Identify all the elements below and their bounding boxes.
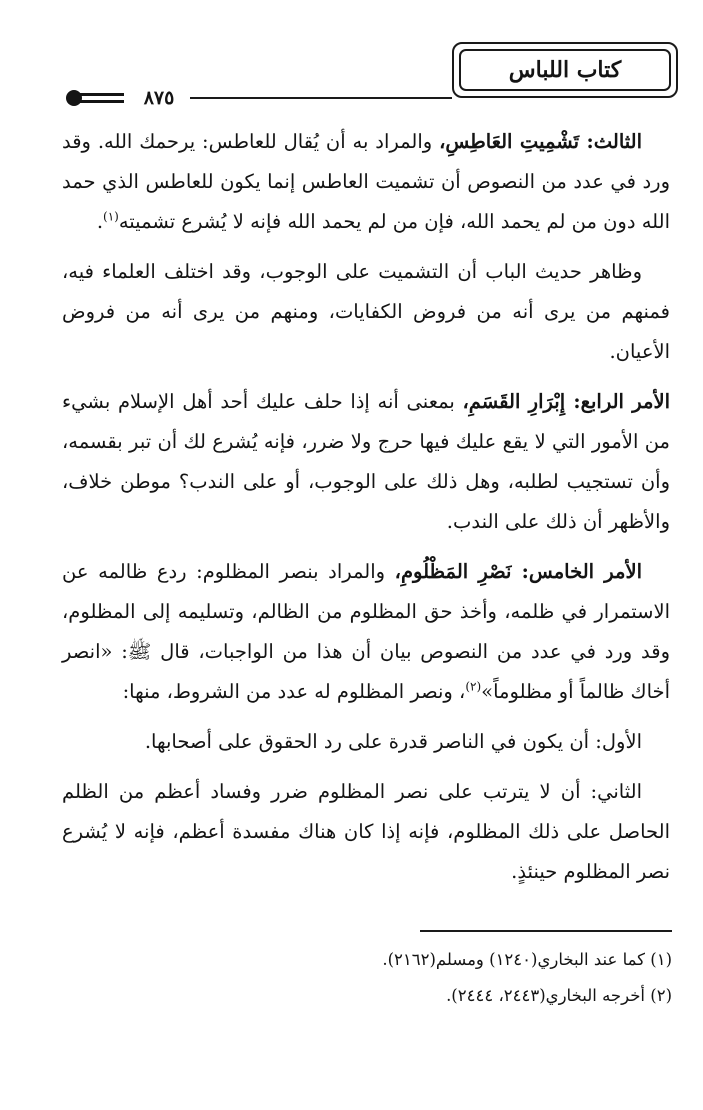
condition-first: الأول: أن يكون في الناصر قدرة على رد الحقوق على أصحابها. — [144, 730, 642, 753]
chapter-title: كتاب اللباس — [459, 49, 671, 91]
heading-fourth: الأمر الرابع: إِبْرَارِ القَسَمِ، — [462, 390, 670, 413]
page-number: ٨٧٥ — [143, 87, 175, 109]
footnote-1: (١) كما عند البخاري(١٢٤٠) ومسلم(٢١٦٢). — [382, 950, 672, 969]
paragraph-text: بمعنى أنه إذا حلف عليك أحد أهل الإسلام بشيء من الأمور التي لا يقع عليك فيها حرج ولا ضرر، فإنه يُشرع لك أن تبر بقسمه، وأن تستجيب لطلبه، وهل ذلك على الوجوب، أو على الندب؟ موطن خلاف، والأظهر أن ذلك على الندب. — [62, 390, 670, 533]
footnote-separator — [420, 930, 672, 932]
paragraph-end: ، ونصر المظلوم له عدد من الشروط، منها: — [122, 680, 466, 703]
page-number-ornament-icon — [62, 88, 126, 108]
paragraph-text: والمراد بنصر المظلوم: ردع ظالمه عن الاستمرار في ظلمه، وأخذ حق المظلوم من الظالم، وتسليمه إلى المظلوم، وقد ورد في عدد من النصوص بيان أن هذا من الواجبات، قال ﷺ: «انصر أخاك ظالماً أو مظلوماً» — [62, 560, 670, 703]
heading-fifth: الأمر الخامس: نَصْرِ المَظْلُومِ، — [394, 560, 642, 583]
footnotes — [62, 942, 672, 1014]
chapter-title-frame — [452, 42, 678, 98]
header-rule — [190, 97, 452, 99]
condition-second: الثاني: أن لا يترتب على نصر المظلوم ضرر وفساد أعظم من الظلم الحاصل على ذلك المظلوم، فإنه إذا كان هناك مفسدة أعظم، فإنه لا يُشرع نصر المظلوم حينئذٍ. — [62, 780, 670, 883]
paragraph-sneezing — [62, 122, 670, 242]
paragraph-oppressed — [62, 552, 670, 712]
paragraph-end: . — [96, 210, 104, 233]
paragraph-oath — [62, 382, 670, 542]
paragraph-ruling: وظاهر حديث الباب أن التشميت على الوجوب، وقد اختلف العلماء فيه، فمنهم من يرى أنه من فروض الكفايات، ومنهم من يرى أنه من فروض الأعيان. — [62, 260, 670, 363]
main-text — [62, 122, 670, 892]
paragraph-text: والمراد به أن يُقال للعاطس: يرحمك الله. وقد ورد في عدد من النصوص أن تشميت العاطس إنما يكون للعاطس الذي حمد الله دون من لم يحمد الله، فإن من لم يحمد الله فإنه لا يُشرع تشميته — [62, 130, 670, 233]
footnote-ref-1[interactable]: (١) — [103, 209, 119, 224]
footnote-ref-2[interactable]: (٢) — [465, 679, 482, 694]
heading-third: الثالث: تَشْمِيتِ العَاطِسِ، — [439, 130, 643, 153]
footnote-2: (٢) أخرجه البخاري(٢٤٤٣، ٢٤٤٤). — [446, 986, 672, 1005]
